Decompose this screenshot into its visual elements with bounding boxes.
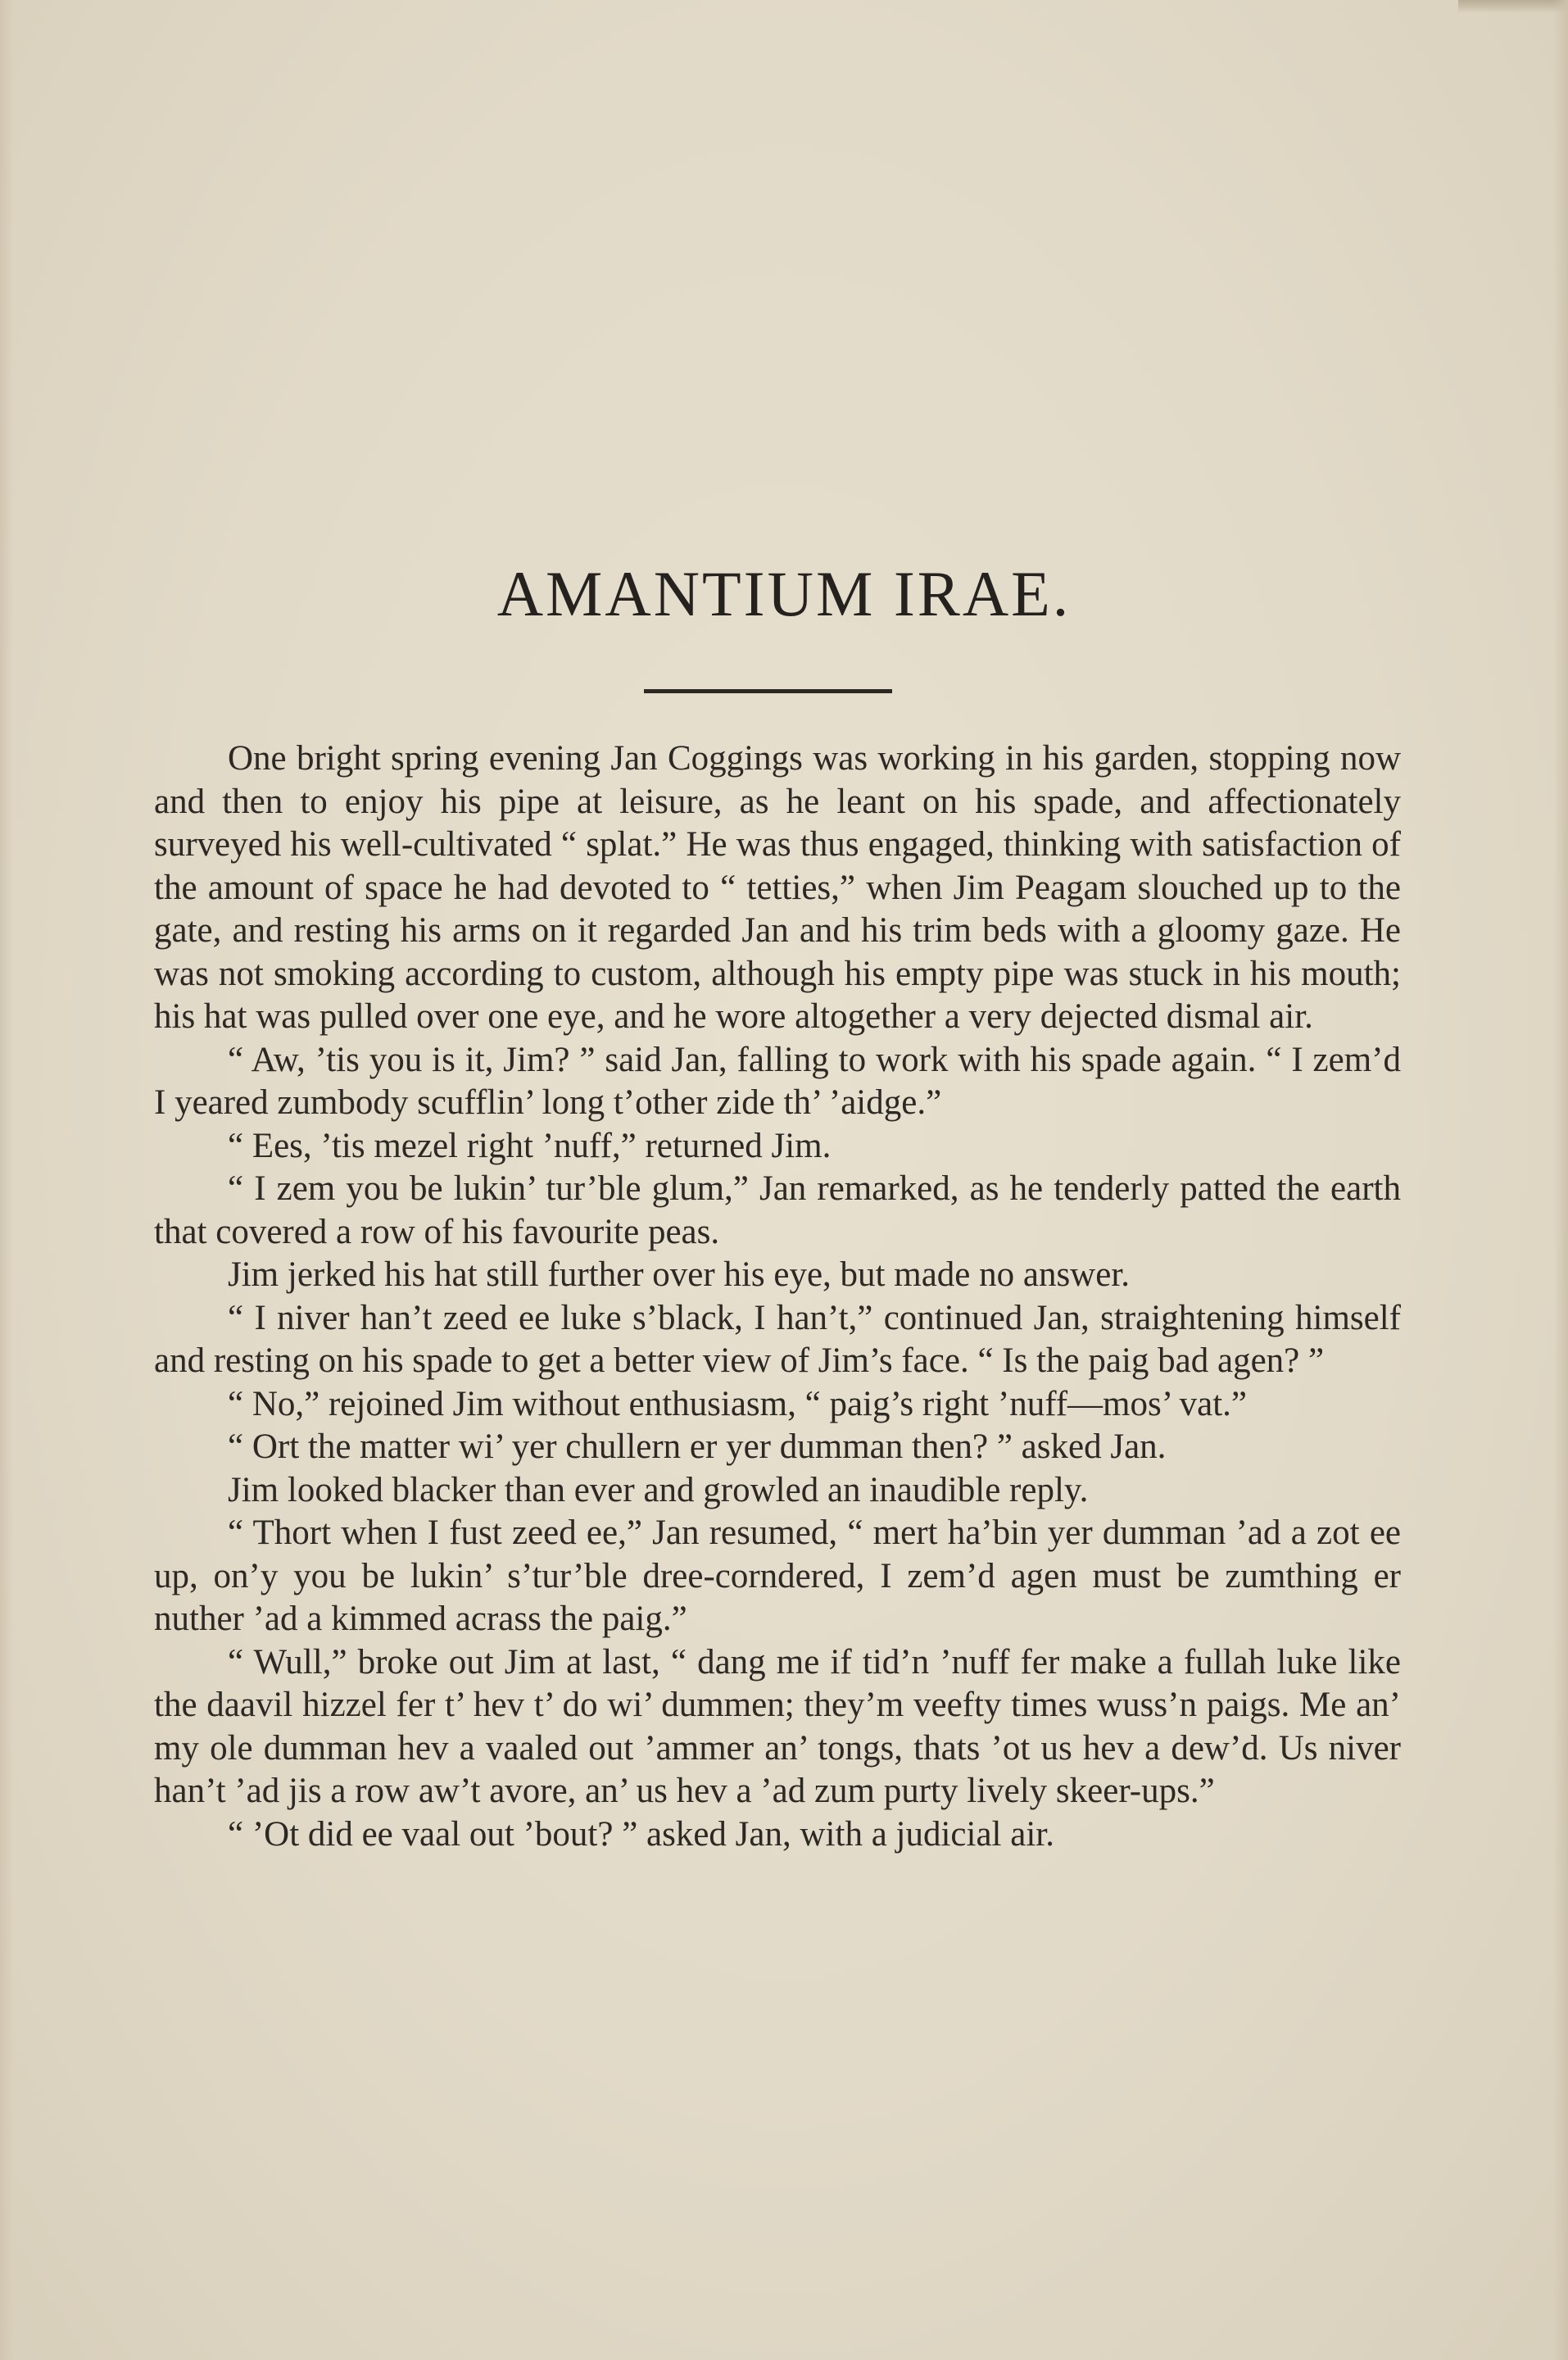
paragraph: “ Aw, ’tis you is it, Jim? ” said Jan, falling to work with his spade again. “ I zem’d I yeared zumbody scufflin’ long t’other zide th’ ’aidge.” bbox=[154, 1040, 1401, 1122]
paragraph: “ Thort when I fust zeed ee,” Jan resumed, “ mert ha’bin yer dumman ’ad a zot ee up, on’y you be lukin’ s’tur’ble dree-corndered, I zem’d agen must be zumthing er nuther ’ad a kimmed acrass the paig.” bbox=[154, 1514, 1401, 1638]
chapter-body bbox=[154, 738, 1401, 1856]
paragraph: “ No,” rejoined Jim without enthusiasm, “ paig’s right ’nuff—mos’ vat.” bbox=[228, 1384, 1247, 1423]
paragraph: One bright spring evening Jan Coggings was working in his garden, stopping now and then to enjoy his pipe at leisure, as he leant on his spade, and affectionately surveyed his well-cultivated “ splat.” He was thus engaged, thinking with satisfaction of the amount of space he had devoted to “ tetties,” when Jim Peagam slouched up to the gate, and resting his arms on it regarded Jan and his trim beds with a gloomy gaze. He was not smoking according to custom, although his empty pipe was stuck in his mouth; his hat was pulled over one eye, and he wore altogether a very dejected dismal air. bbox=[154, 739, 1401, 1036]
paragraph: Jim jerked his hat still further over his eye, but made no answer. bbox=[228, 1255, 1131, 1294]
page-edge-shadow-right bbox=[1553, 0, 1568, 2360]
title-rule bbox=[644, 689, 892, 693]
paragraph: “ Ort the matter wi’ yer chullern er yer dumman then? ” asked Jan. bbox=[228, 1427, 1167, 1466]
paragraph: “ Ees, ’tis mezel right ’nuff,” returned Jim. bbox=[228, 1126, 832, 1165]
page-edge-shadow-top bbox=[1458, 0, 1568, 13]
paragraph: “ I niver han’t zeed ee luke s’black, I han’t,” continued Jan, straightening himself and resting on his spade to get a better view of Jim’s face. “ Is the paig bad agen? ” bbox=[154, 1298, 1401, 1380]
paragraph: “ ’Ot did ee vaal out ’bout? ” asked Jan, with a judicial air. bbox=[228, 1814, 1054, 1854]
paragraph: “ Wull,” broke out Jim at last, “ dang me if tid’n ’nuff fer make a fullah luke like the daavil hizzel fer t’ hev t’ do wi’ dummen; they’m veefty times wuss’n paigs. Me an’ my ole dumman hev a vaaled out ’ammer an’ tongs, thats ’ot us hev a dew’d. Us niver han’t ’ad jis a row aw’t avore, an’ us hev a ’ad zum purty lively skeer-ups.” bbox=[154, 1642, 1401, 1810]
page-edge-shadow-left bbox=[0, 0, 13, 2360]
chapter-title: AMANTIUM IRAE. bbox=[496, 558, 1072, 629]
paragraph: Jim looked blacker than ever and growled an inaudible reply. bbox=[228, 1470, 1089, 1509]
paragraph: “ I zem you be lukin’ tur’ble glum,” Jan remarked, as he tenderly patted the earth that covered a row of his favourite peas. bbox=[154, 1169, 1401, 1251]
